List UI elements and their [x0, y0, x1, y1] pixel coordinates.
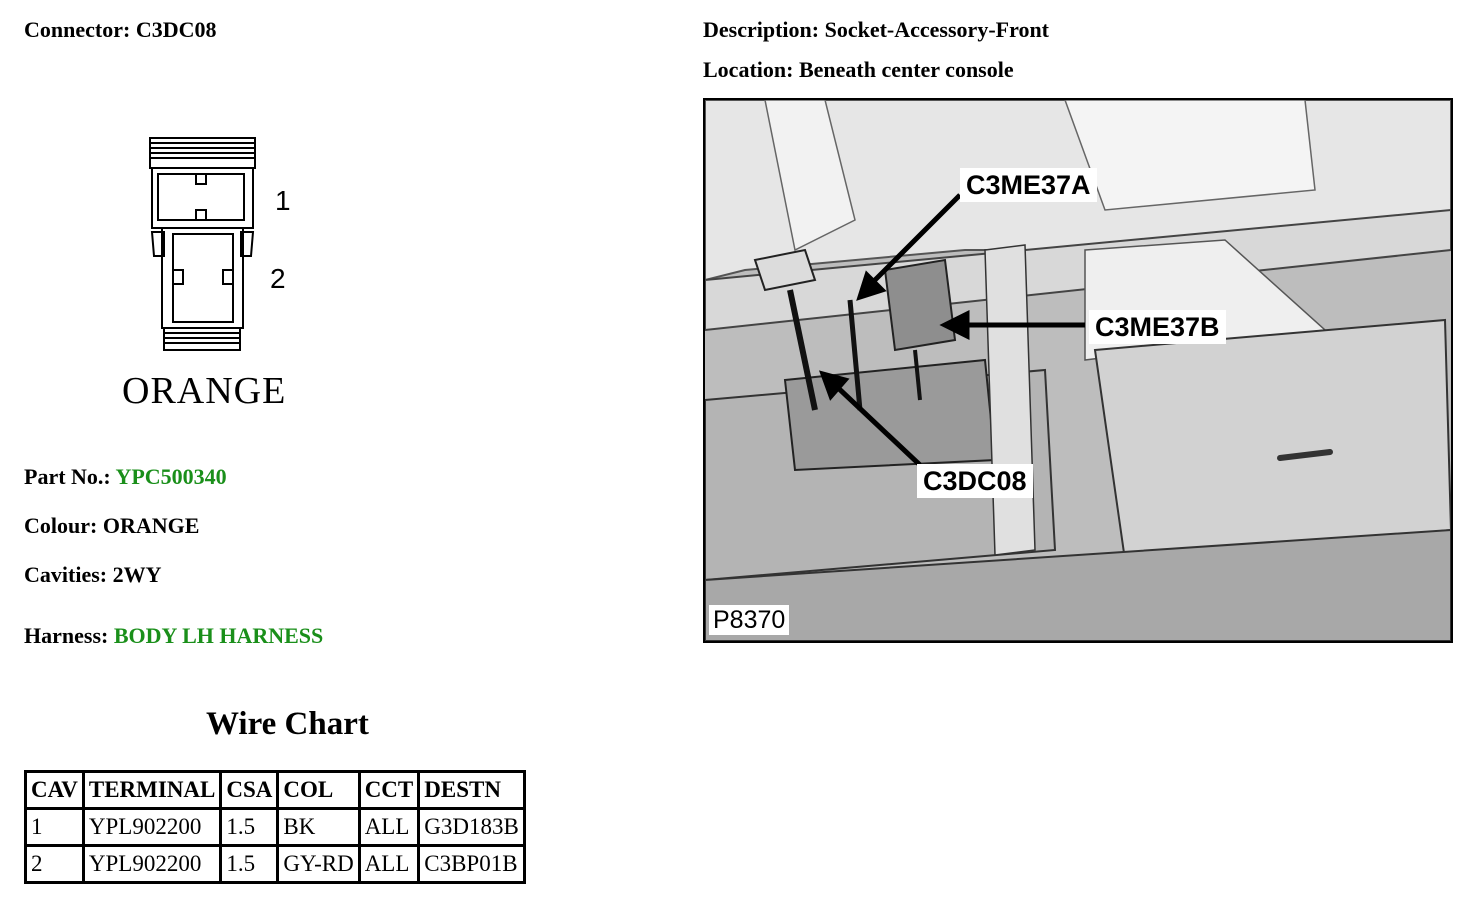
colour-line	[24, 513, 199, 539]
table-row	[26, 809, 525, 846]
connector-line	[24, 17, 216, 43]
table-cell: 1.5	[221, 846, 278, 883]
wire-chart-table	[24, 770, 526, 884]
pin-2-label: 2	[270, 263, 286, 294]
table-cell: 2	[26, 846, 84, 883]
table-cell: ALL	[359, 846, 419, 883]
harness-link[interactable]: BODY LH HARNESS	[113, 623, 324, 648]
part-no-label: Part No.:	[24, 464, 111, 489]
cavities-line	[24, 562, 161, 588]
callout-c3dc08: C3DC08	[917, 464, 1033, 498]
diagram-colour-label: ORANGE	[122, 370, 287, 412]
location-value: Beneath center console	[798, 57, 1014, 82]
location-label: Location:	[703, 57, 794, 82]
connector-value: C3DC08	[135, 17, 217, 42]
col-header: CAV	[26, 772, 84, 809]
description-label: Description:	[703, 17, 820, 42]
cavities-label: Cavities:	[24, 562, 108, 587]
col-header: TERMINAL	[83, 772, 221, 809]
col-header: CCT	[359, 772, 419, 809]
col-header: CSA	[221, 772, 278, 809]
figure-id: P8370	[709, 605, 789, 635]
table-row	[26, 846, 525, 883]
col-header: COL	[278, 772, 359, 809]
location-photo	[703, 98, 1453, 643]
col-header: DESTN	[419, 772, 525, 809]
table-cell: ALL	[359, 809, 419, 846]
table-cell: C3BP01B	[419, 846, 525, 883]
colour-label: Colour:	[24, 513, 98, 538]
pin-1-label: 1	[275, 185, 291, 216]
callout-c3me37a: C3ME37A	[960, 168, 1097, 202]
description-value: Socket-Accessory-Front	[824, 17, 1050, 42]
callout-c3me37b: C3ME37B	[1089, 310, 1226, 344]
cavities-value: 2WY	[112, 562, 162, 587]
table-cell: GY-RD	[278, 846, 359, 883]
connector-face-diagram	[110, 128, 310, 418]
table-cell: BK	[278, 809, 359, 846]
wire-chart-title: Wire Chart	[206, 706, 369, 742]
part-no-link[interactable]: YPC500340	[115, 464, 227, 489]
table-header-row	[26, 772, 525, 809]
connector-label: Connector:	[24, 17, 131, 42]
table-cell: 1	[26, 809, 84, 846]
location-line	[703, 57, 1014, 83]
part-no-line	[24, 464, 227, 490]
table-cell: YPL902200	[83, 846, 221, 883]
harness-line	[24, 623, 323, 649]
description-line	[703, 17, 1049, 43]
colour-value: ORANGE	[102, 513, 200, 538]
table-cell: 1.5	[221, 809, 278, 846]
table-cell: YPL902200	[83, 809, 221, 846]
table-cell: G3D183B	[419, 809, 525, 846]
harness-label: Harness:	[24, 623, 109, 648]
